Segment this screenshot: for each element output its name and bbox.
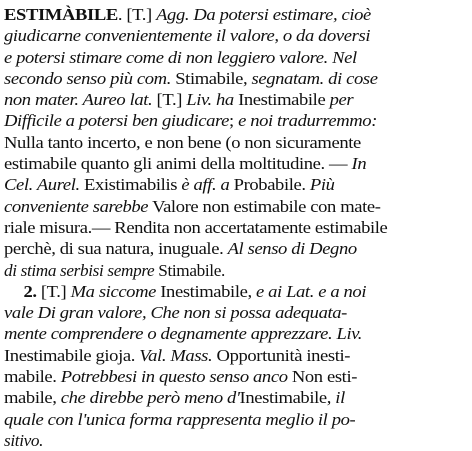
entry-text-segment: estimabile quanto gli animi della moltitudine. —	[4, 154, 352, 174]
entry-text-segment: . [T.]	[117, 5, 157, 24]
entry-text-segment: che direbbe però meno d'	[60, 388, 240, 408]
entry-line	[4, 345, 472, 366]
entry-text-segment: 2.	[23, 281, 41, 301]
entry-text-segment: Non esti-	[287, 367, 358, 387]
entry-text-segment: ;	[229, 111, 239, 131]
entry-text-segment: secondo senso più com.	[4, 68, 171, 88]
entry-line	[4, 260, 466, 281]
entry-text-segment: mabile,	[4, 388, 61, 408]
entry-text-segment: Inestimabile gioja.	[4, 345, 140, 365]
entry-line	[4, 110, 472, 131]
entry-line	[4, 238, 472, 259]
entry-text-segment: per	[329, 90, 354, 110]
entry-line	[4, 132, 472, 153]
entry-text-segment: Più	[309, 175, 335, 195]
entry-text-segment: vale Di gran valore, Che non si possa adequata-	[4, 303, 347, 323]
entry-text-segment: quale con l'unica forma rappresenta meglio il po-	[4, 409, 356, 429]
entry-text-segment: Stimabile.	[154, 260, 225, 280]
entry-text-segment: e ai Lat. e a noi	[256, 281, 367, 301]
entry-line	[4, 387, 472, 408]
entry-text-segment: giudicarne convenientemente il valore, o da doversi	[4, 26, 371, 46]
entry-text-segment: Inestimabile,	[155, 281, 257, 301]
entry-text-segment: Stimabile,	[170, 68, 252, 88]
entry-text-segment: non mater. Aureo lat.	[4, 90, 153, 110]
entry-text-segment: e potersi stimare come di non leggiero valore. Nel	[4, 47, 357, 67]
entry-line	[4, 4, 472, 25]
entry-text-segment: Cel. Aurel.	[4, 175, 80, 195]
entry-line	[4, 217, 472, 238]
entry-text-segment: sitivo.	[4, 430, 44, 450]
entry-text-segment: Liv. ha	[186, 90, 234, 110]
entry-text-segment: [T.]	[152, 90, 187, 110]
entry-text-segment: Val. Mass.	[139, 345, 213, 365]
entry-line	[4, 302, 472, 323]
entry-text-segment: ESTIMÀBILE	[4, 5, 118, 24]
entry-line	[4, 174, 472, 195]
entry-text-segment: e noi tradurremmo:	[238, 111, 378, 131]
entry-text-segment: Ma siccome	[70, 281, 156, 301]
entry-text-segment: Valore non estimabile con mate-	[148, 196, 381, 216]
dictionary-entry	[4, 4, 466, 451]
entry-line	[4, 281, 472, 302]
entry-text-segment: conveniente sarebbe	[4, 196, 149, 216]
entry-text-segment: il	[335, 388, 345, 408]
entry-text-segment: In	[351, 154, 367, 174]
entry-text-segment: Probabile.	[229, 175, 310, 195]
entry-line	[4, 68, 472, 89]
entry-text-segment: Agg. Da potersi estimare, cioè	[156, 5, 371, 24]
entry-text-segment: [T.]	[40, 281, 71, 301]
entry-text-segment: è aff. a	[181, 175, 230, 195]
entry-line	[4, 196, 472, 217]
entry-text-segment: segnatam. di cose	[251, 68, 378, 88]
entry-text-segment: Inestimabile	[233, 90, 330, 110]
entry-line	[4, 89, 472, 110]
entry-line	[4, 430, 466, 451]
entry-text-segment: perchè, di sua natura, inuguale.	[4, 239, 228, 259]
entry-text-segment: Opportunità inesti-	[212, 345, 351, 365]
entry-text-segment: Nulla tanto incerto, e non bene (o non sicuramente	[4, 132, 361, 152]
entry-text-segment: Potrebbesi in questo senso anco	[60, 367, 288, 387]
entry-text-segment: Existimabilis	[79, 175, 182, 195]
entry-line	[4, 409, 472, 430]
entry-line	[4, 366, 472, 387]
entry-line	[4, 47, 472, 68]
entry-text-segment: di stima serbisi sempre	[4, 260, 155, 280]
entry-text-segment: Inestimabile,	[239, 388, 336, 408]
entry-text-segment: Al senso di Degno	[227, 239, 357, 259]
entry-text-segment: riale misura.— Rendita non accertatamente estimabile	[4, 217, 388, 237]
entry-text-segment: mabile.	[4, 367, 61, 387]
entry-line	[4, 323, 472, 344]
entry-line	[4, 153, 472, 174]
entry-text-segment: Difficile a potersi ben giudicare	[4, 111, 230, 131]
entry-text-segment: mente comprendere o degnamente apprezzare. Liv.	[4, 324, 363, 344]
entry-line	[4, 25, 472, 46]
